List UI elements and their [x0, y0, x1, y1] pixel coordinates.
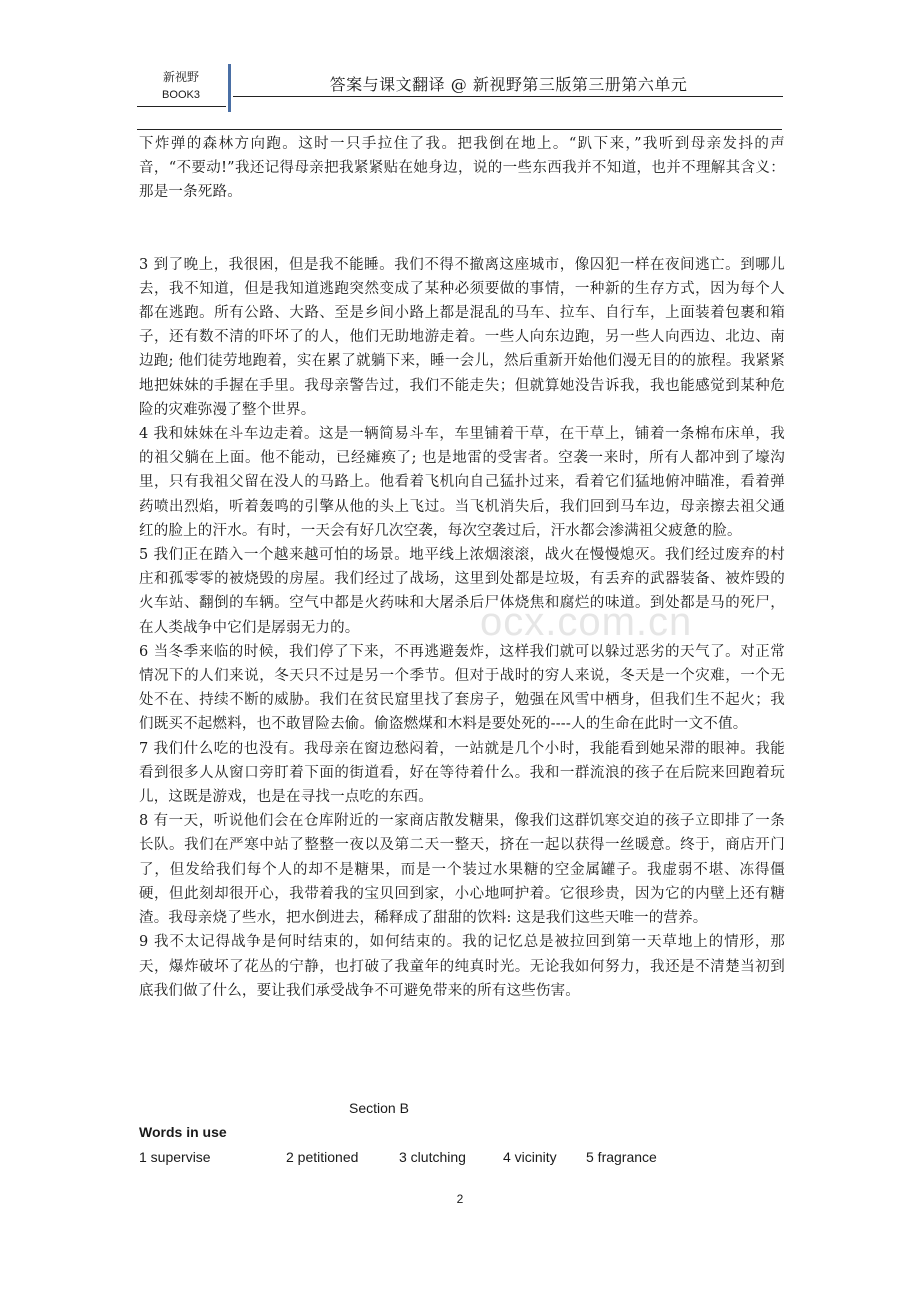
body-top-rule — [137, 129, 782, 130]
paragraph-gap — [139, 205, 785, 253]
page-number: 2 — [456, 1192, 464, 1206]
header-accent-bar — [228, 64, 231, 112]
header-badge-line2: BOOK3 — [162, 89, 200, 101]
page-header-title: 答案与课文翻译 @ 新视野第三版第三册第六单元 — [329, 75, 688, 94]
translation-body — [139, 132, 785, 1003]
answer-item: 5 fragrance — [586, 1149, 657, 1165]
header-badge-rule — [137, 106, 226, 107]
paragraph-3: 3 到了晚上，我很困，但是我不能睡。我们不得不撤离这座城市，像囚犯一样在夜间逃亡。到哪儿去，我不知道，但是我知道逃跑突然变成了某种必须要做的事情，一种新的生存方式，因为每个人都在逃跑。所有公路、大路、至是乡间小路上都是混乱的马车、拉车、自行车，上面装着包裹和箱子，还有数不清的吓坏了的人，他们无助地游走着。一些人向东边跑，另一些人向西边、北边、南边跑; 他们徒劳地跑着，实在累了就躺下来，睡一会儿，然后重新开始他们漫无目的的旅程。我紧紧地把妹妹的手握在手里。我母亲警告过，我们不能走失；但就算她没告诉我，我也能感觉到某种危险的灾难弥漫了整个世界。 — [139, 256, 785, 418]
answer-item: 3 clutching — [399, 1149, 466, 1165]
header-rule — [233, 96, 783, 97]
paragraph-5: 5 我们正在踏入一个越来越可怕的场景。地平线上浓烟滚滚，战火在慢慢熄灭。我们经过废弃的村庄和孤零零的被烧毁的房屋。我们经过了战场，这里到处都是垃圾，有丢弃的武器装备、被炸毁的火车站、翻倒的车辆。空气中都是火药味和大屠杀后尸体烧焦和腐烂的味道。到处都是马的死尸，在人类战争中它们是孱弱无力的。 — [139, 547, 785, 636]
paragraph-8: 8 有一天，听说他们会在仓库附近的一家商店散发糖果，像我们这群饥寒交迫的孩子立即排了一条长队。我们在严寒中站了整整一夜以及第二天一整天，挤在一起以获得一丝暖意。终于，商店开门了，但发给我们每个人的却不是糖果，而是一个装过水果糖的空金属罐子。我虚弱不堪、冻得僵硬，但此刻却很开心，我带着我的宝贝回到家，小心地呵护着。它很珍贵，因为它的内壁上还有糖渣。我母亲烧了些水，把水倒进去，稀释成了甜甜的饮料: 这是我们这些天唯一的营养。 — [139, 813, 785, 927]
paragraph-9: 9 我不太记得战争是何时结束的，如何结束的。我的记忆总是被拉回到第一天草地上的情形，那天，爆炸破坏了花丛的宁静，也打破了我童年的纯真时光。无论我如何努力，我还是不清楚当初到底我们做了什么，要让我们承受战争不可避免带来的所有这些伤害。 — [139, 934, 785, 999]
header-badge — [137, 68, 225, 104]
header-badge-line1: 新视野 — [162, 70, 199, 84]
words-in-use-heading: Words in use — [139, 1124, 227, 1140]
answer-item: 1 supervise — [139, 1149, 211, 1165]
answer-item: 2 petitioned — [286, 1149, 359, 1165]
paragraph-6: 6 当冬季来临的时候，我们停了下来，不再逃避轰炸，这样我们就可以躲过恶劣的天气了。对正常情况下的人们来说，冬天只不过是另一个季节。但对于战时的穷人来说，冬天是一个灾难，一个无处不在、持续不断的威胁。我们在贫民窟里找了套房子，勉强在风雪中栖身，但我们生不起火；我们既买不起燃料，也不敢冒险去偷。偷盗燃煤和木料是要处死的----人的生命在此时一文不值。 — [139, 643, 785, 733]
section-b-heading: Section B — [349, 1100, 409, 1116]
paragraph-continued: 下炸弹的森林方向跑。这时一只手拉住了我。把我倒在地上。“趴下来，”我听到母亲发抖的声音，“不要动!”我还记得母亲把我紧紧贴在她身边，说的一些东西我并不知道，也并不理解其含义：那是一条死路。 — [139, 136, 785, 201]
paragraph-4: 4 我和妹妹在斗车边走着。这是一辆简易斗车，车里铺着干草，在干草上，铺着一条棉布床单，我的祖父躺在上面。他不能动，已经瘫痪了; 也是地雷的受害者。空袭一来时，所有人都冲到了壕沟里，只有我祖父留在没人的马路上。他看着飞机向自己猛扑过来，看着它们猛地俯冲瞄准，看着弹药喷出烈焰，听着轰鸣的引擎从他的头上飞过。当飞机消失后，我们回到马车边，母亲擦去祖父通红的脸上的汗水。有时，一天会有好几次空袭，每次空袭过后，汗水都会渗满祖父疲惫的脸。 — [139, 426, 785, 539]
watermark: ocx.com.cn — [480, 600, 693, 644]
paragraph-7: 7 我们什么吃的也没有。我母亲在窗边愁闷着，一站就是几个小时，我能看到她呆滞的眼神。我能看到很多人从窗口旁盯着下面的街道看，好在等待着什么。我和一群流浪的孩子在后院来回跑着玩儿，这既是游戏，也是在寻找一点吃的东西。 — [139, 740, 785, 806]
answer-item: 4 vicinity — [503, 1149, 557, 1165]
